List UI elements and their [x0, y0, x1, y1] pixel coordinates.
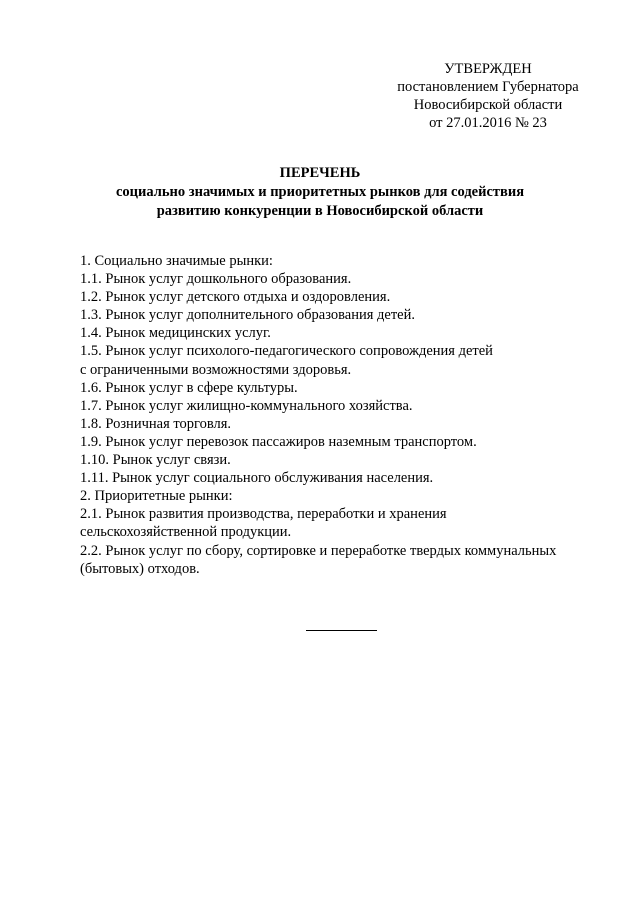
approval-stamp	[388, 60, 588, 132]
list-line: 1. Социально значимые рынки:	[80, 253, 273, 269]
list-line: 1.8. Розничная торговля.	[80, 415, 232, 432]
list-line: 2.2. Рынок услуг по сбору, сортировке и переработке твердых коммунальных	[80, 542, 557, 559]
document-subtitle-line-1: социально значимых и приоритетных рынков для содействия	[115, 184, 525, 200]
list-line: 1.5. Рынок услуг психолого-педагогического сопровождения детей	[80, 343, 493, 360]
approval-title: УТВЕРЖДЕН	[444, 61, 532, 77]
list-line: 1.11. Рынок услуг социального обслуживания населения.	[80, 470, 434, 487]
document-heading	[60, 164, 580, 221]
list-line: 1.7. Рынок услуг жилищно-коммунального хозяйства.	[80, 397, 413, 414]
list-line: 1.9. Рынок услуг перевозок пассажиров наземным транспортом.	[80, 433, 477, 450]
list-line: сельскохозяйственной продукции.	[80, 524, 292, 541]
list-line: 1.4. Рынок медицинских услуг.	[80, 325, 271, 342]
list-line: 1.6. Рынок услуг в сфере культуры.	[80, 379, 298, 396]
list-line: (бытовых) отходов.	[80, 560, 200, 577]
document-title: ПЕРЕЧЕНЬ	[279, 165, 361, 181]
list-line: 2.1. Рынок развития производства, переработки и хранения	[80, 506, 447, 523]
document-subtitle-line-2: развитию конкуренции в Новосибирской области	[156, 203, 484, 219]
list-line: 2. Приоритетные рынки:	[80, 488, 233, 505]
list-line: 1.10. Рынок услуг связи.	[80, 452, 231, 469]
list-line: 1.1. Рынок услуг дошкольного образования.	[80, 271, 352, 288]
list-line: с ограниченными возможностями здоровья.	[80, 361, 352, 378]
approval-region: Новосибирской области	[413, 97, 563, 113]
list-line: 1.3. Рынок услуг дополнительного образования детей.	[80, 307, 415, 324]
approval-issuer: постановлением Губернатора	[397, 79, 579, 95]
markets-list	[80, 252, 600, 578]
approval-date-number: от 27.01.2016 № 23	[429, 115, 547, 131]
list-line: 1.2. Рынок услуг детского отдыха и оздоровления.	[80, 289, 391, 306]
end-divider	[306, 630, 377, 631]
